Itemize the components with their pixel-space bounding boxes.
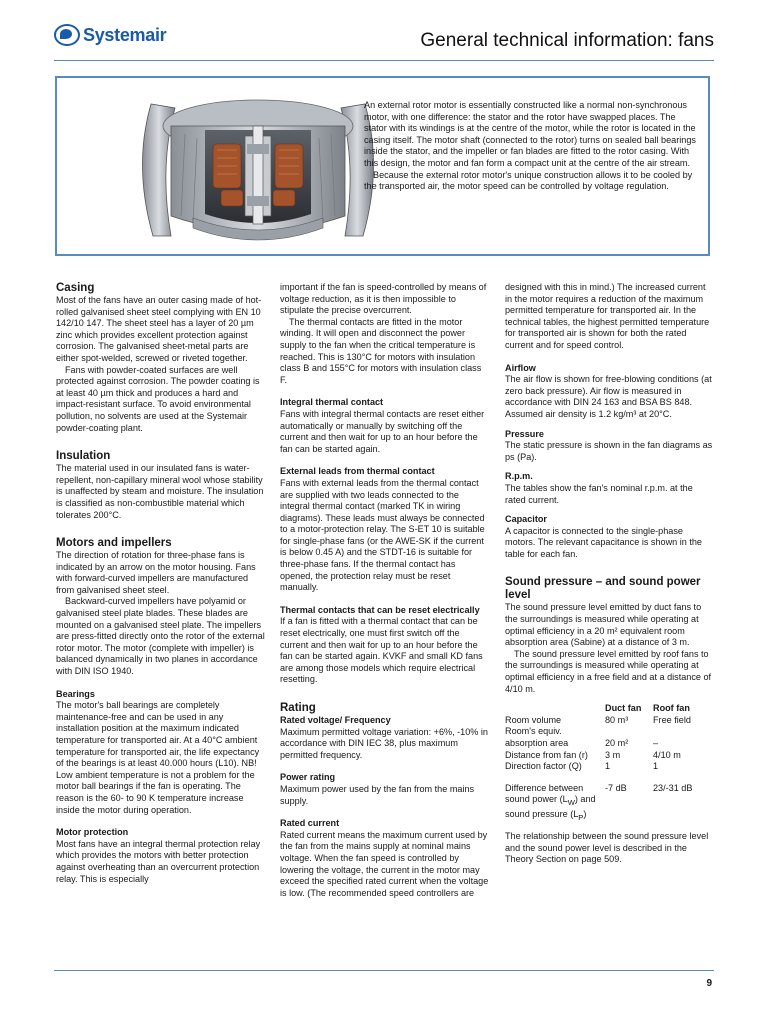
sound-table	[505, 703, 713, 823]
footer-divider	[54, 970, 714, 971]
subheading-power-rating: Power rating	[280, 772, 336, 783]
paragraph: The material used in our insulated fans is water-repellent, non-capillary mineral wool whose stability is unaffected by steam and moisture. The insulation is classified as non-combustible material which tolerates 200°C.	[56, 463, 264, 520]
table-row	[505, 726, 713, 749]
paragraph: The direction of rotation for three-phase fans is indicated by an arrow on the motor housing. Fans with forward-curved impellers are manufactured from galvanised sheet steel.	[56, 550, 256, 595]
row-label: Distance from fan (r)	[505, 749, 588, 760]
column-3	[505, 282, 715, 866]
section-heading-casing: Casing	[56, 282, 95, 294]
roof-value: –	[653, 738, 659, 748]
paragraph: The tables show the fan's nominal r.p.m. at the rated current.	[505, 482, 693, 505]
duct-value: 80 m³	[605, 714, 629, 725]
table-header-row	[505, 703, 713, 715]
paragraph: The sound pressure level emitted by roof fans to the surroundings is measured while operating at optimal efficiency in a free field and at a distance of 4/10 m.	[505, 648, 712, 694]
paragraph: A capacitor is connected to the single-phase motors. The relevant capacitance is shown in the table for each fan.	[505, 525, 702, 559]
row-label: Room's equiv. absorption area	[505, 726, 569, 748]
subheading-motor-protection: Motor protection	[56, 827, 129, 838]
subheading-pressure: Pressure	[505, 428, 544, 439]
intro-text	[364, 100, 699, 193]
row-label: Difference between sound power $(L_W)$ and sound pressure $(L_P)$	[505, 782, 596, 822]
section-heading-insulation: Insulation	[56, 450, 111, 463]
paragraph: Rated current means the maximum current used by the fan from the mains supply at nominal mains voltage. When the fan speed is controlled by lowering the voltage, the current in the motor may exceed the specified rated current when the voltage is low. (The recommended speed controllers are	[280, 829, 489, 898]
paragraph: If a fan is fitted with a thermal contact that can be reset electrically, one must first switch off the current and then wait for up to an hour before the fan can be started again. KVKF and small KD fans are among those models which require electrical resetting.	[280, 616, 483, 685]
table-row	[505, 761, 713, 773]
intro-box	[55, 76, 710, 256]
row-label: Direction factor (Q)	[505, 761, 582, 772]
paragraph: Most of the fans have an outer casing made of hot-rolled galvanised sheet steel complying with EN 10 142/10 147. The sheet steel has a layer of 20 µm zinc which provides excellent protection against corrosion. The galvanised sheet-metal parts are either spot-welded, screwed or riveted together.	[56, 295, 262, 363]
subheading-integral-thermal-contact: Integral thermal contact	[280, 397, 384, 408]
paragraph: designed with this in mind.) The increased current in the motor requires a reduction of the maximum permitted temperature for transported air. In the technical tables, the highest permitted temperature for transported air is shown for both the rated current and for speed control.	[505, 282, 710, 350]
roof-value: 4/10 m	[653, 749, 681, 760]
header-divider	[54, 60, 714, 61]
paragraph: Maximum power used by the fan from the mains supply.	[280, 783, 475, 806]
roof-value: Free field	[653, 714, 691, 725]
page-number: 9	[706, 978, 712, 989]
subheading-rated-voltage: Rated voltage/ Frequency	[280, 715, 391, 725]
subheading-capacitor: Capacitor	[505, 514, 547, 525]
table-row	[505, 783, 713, 823]
paragraph: Maximum permitted voltage variation: +6%, -10% in accordance with DIN IEC 38, plus maximum permitted frequency.	[280, 726, 488, 760]
brand-name: Systemair	[83, 24, 167, 45]
systemair-logo-icon	[54, 24, 80, 46]
subheading-electrical-reset: Thermal contacts that can be reset electrically	[280, 604, 480, 615]
paragraph: The relationship between the sound pressure level and the sound power level is described in the Theory Section on page 509.	[505, 831, 709, 865]
duct-value: 20 m²	[605, 738, 629, 748]
subheading-rated-current: Rated current	[280, 818, 340, 829]
paragraph: Backward-curved impellers have polyamid or galvanised steel plate blades. These blades are mounted on a galvanised steel plate. The impellers are press-fitted directly onto the rotor of the external rotor motor. The motor (complete with impeller) is balanced dynamically in two planes in accordance with DIN ISO 1940.	[56, 596, 265, 677]
section-heading-sound: Sound pressure – and sound power level	[505, 576, 701, 602]
column-header-duct-fan: Duct fan	[605, 703, 642, 714]
paragraph: Fans with external leads from the thermal contact are supplied with two leads connected to the integral thermal contact (marked TK in wiring diagrams). These leads must always be connected to a motor-protection relay. The S-ET 10 is suitable for single-phase fans (or the AWE-SK if the current is below 0.45 A) and the STDT-16 is suitable for three-phase fans. If the thermal contact has opened, the protection relay must be reset manually.	[280, 477, 485, 593]
systemair-logo	[54, 24, 166, 46]
paragraph: The static pressure is shown in the fan diagrams as ps (Pa).	[505, 440, 713, 462]
page-title: General technical information: fans	[420, 30, 714, 51]
duct-value: 1	[605, 761, 611, 772]
paragraph: important if the fan is speed-controlled by means of voltage reduction, as it is then impossible to stipulate the precise overcurrent.	[280, 282, 487, 316]
paragraph: The air flow is shown for free-blowing conditions (at zero back pressure). Air flow is measured in accordance with DIN 24 163 and BSA BS 848. Assumed air density is 1.2 kg/m³ at 20°C.	[505, 374, 712, 419]
paragraph: Most fans have an integral thermal protection relay which provides the motors with better protection against overheating than an overcurrent protection relay. This is especially	[56, 838, 261, 884]
external-rotor-motor-illustration	[123, 86, 393, 246]
section-heading-rating: Rating	[280, 702, 316, 714]
paragraph: The motor's ball bearings are completely maintenance-free and can be used in any installation position at the maximum indicated temperature for transported air. At a 40°C ambient temperature for transported air, the life expectancy of the bearings is at least 40.000 hours (L10). NB! Low ambient temperature is not a problem for the motor ball bearings if the fan is operating. The reason is the 60- to 90 K temperature increase inside the motor during operation.	[56, 700, 260, 815]
subheading-rpm: R.p.m.	[505, 471, 533, 482]
paragraph: Fans with integral thermal contacts are reset either automatically or manually by switching off the current and then wait for up to an hour before the fan can be started again.	[280, 408, 485, 454]
intro-paragraph: Because the external rotor motor's unique construction allows it to be cooled by the transported air, the motor speed can be controlled by voltage regulation.	[364, 169, 693, 192]
paragraph: The thermal contacts are fitted in the motor winding. It will open and disconnect the power supply to the fan when the critical temperature is reached. This is 130°C for motors with insulation class B and 155°C for motors with insulation class F.	[280, 316, 482, 385]
subheading-bearings: Bearings	[56, 688, 95, 699]
table-row	[505, 750, 713, 762]
subheading-external-leads: External leads from thermal contact	[280, 466, 435, 477]
column-1	[56, 282, 266, 885]
row-label: Room volume	[505, 714, 562, 725]
paragraph: Fans with powder-coated surfaces are well protected against corrosion. The powder coating is at least 40 µm thick and produces a hard and impact-resistant surface. To avoid environmental pollution, no solvents are used at the Systemair powder-coating plant.	[56, 364, 260, 433]
table-row	[505, 715, 713, 727]
column-header-roof-fan: Roof fan	[653, 703, 690, 714]
section-heading-motors: Motors and impellers	[56, 537, 172, 550]
subheading-airflow: Airflow	[505, 362, 536, 373]
column-2	[280, 282, 490, 899]
duct-value: -7 dB	[605, 782, 627, 793]
duct-value: 3 m	[605, 749, 621, 760]
intro-paragraph: An external rotor motor is essentially constructed like a normal non-synchronous motor, with one difference: the stator and the rotor have swapped places. The stator with its windings is at the centre of the motor, while the rotor is located in the casing itself. The motor shaft (connected to the rotor) turns on sealed ball bearings inside the stator, and the impeller or fan blades are fitted to the rotor casing. With this design, the motor and fan form a compact unit at the centre of the air stream.	[364, 100, 696, 168]
roof-value: 1	[653, 761, 659, 772]
paragraph: The sound pressure level emitted by duct fans to the surroundings is measured while operating at optimal efficiency in a 20 m² equivalent room absorption area (Sabine) at a distance of 3 m.	[505, 602, 702, 648]
roof-value: 23/-31 dB	[653, 782, 693, 793]
